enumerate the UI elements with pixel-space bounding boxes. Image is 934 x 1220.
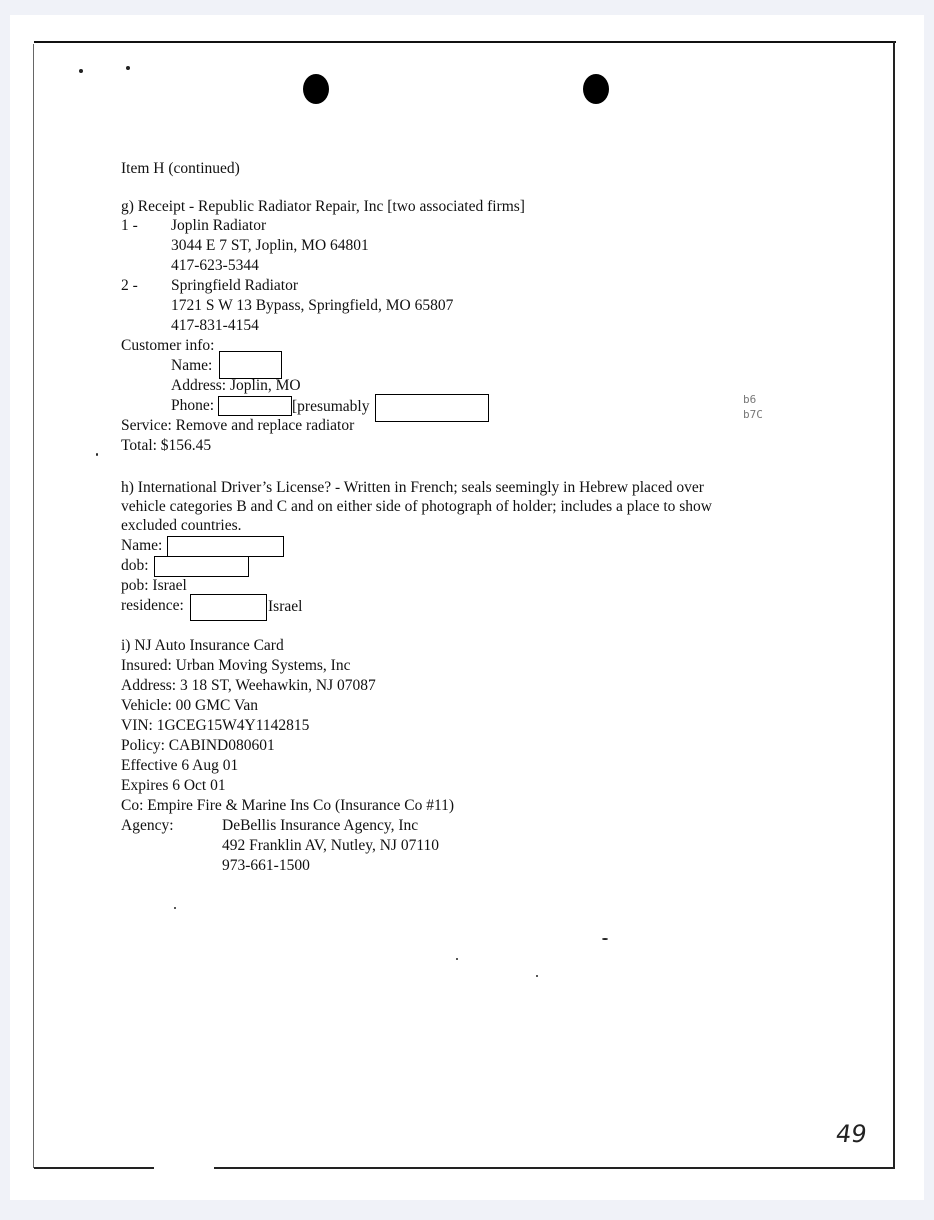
customer-address: Address: Joplin, MO (171, 377, 301, 394)
agency-address: 492 Franklin AV, Nutley, NJ 07110 (222, 837, 440, 854)
firm-1-number: 1 - (121, 217, 138, 234)
redaction-box-residence (190, 594, 267, 621)
redaction-box-presumably (375, 394, 489, 422)
firm-2-name: Springfield Radiator (171, 277, 298, 294)
firm-2-address: 1721 S W 13 Bypass, Springfield, MO 65807 (171, 297, 454, 314)
firm-1-phone: 417-623-5344 (171, 257, 259, 274)
expires-line: Expires 6 Oct 01 (121, 777, 226, 794)
agency-label: Agency: (121, 817, 174, 834)
section-h-line-3: excluded countries. (121, 517, 242, 534)
page-border-bottom (34, 1167, 895, 1169)
license-pob: pob: Israel (121, 577, 187, 594)
company-line: Co: Empire Fire & Marine Ins Co (Insurance Co #11) (121, 797, 455, 814)
effective-line: Effective 6 Aug 01 (121, 757, 239, 774)
total-line: Total: $156.45 (121, 437, 212, 454)
punch-hole-left (303, 74, 329, 104)
page-border-left (33, 44, 34, 1168)
scan-speck (126, 66, 130, 70)
handwritten-page-number: 49 (834, 1120, 869, 1148)
item-header: Item H (continued) (121, 160, 240, 177)
license-residence-label: residence: (121, 597, 184, 614)
scan-speck (602, 938, 608, 940)
firm-2-phone: 417-831-4154 (171, 317, 259, 334)
customer-name-label: Name: (171, 357, 213, 374)
scan-speck (79, 69, 83, 73)
firm-2-number: 2 - (121, 277, 138, 294)
customer-info-label: Customer info: (121, 337, 215, 354)
firm-1-name: Joplin Radiator (171, 217, 267, 234)
scan-speck (456, 958, 458, 960)
firm-1-address: 3044 E 7 ST, Joplin, MO 64801 (171, 237, 369, 254)
redaction-box-customer-phone (218, 396, 292, 416)
agency-name: DeBellis Insurance Agency, Inc (222, 817, 419, 834)
residence-country: Israel (268, 598, 303, 615)
insured-line: Insured: Urban Moving Systems, Inc (121, 657, 351, 674)
scan-speck (174, 907, 176, 909)
license-name-label: Name: (121, 537, 163, 554)
exemption-code-b7c: b7C (743, 408, 763, 421)
license-dob-label: dob: (121, 557, 149, 574)
section-g-heading: g) Receipt - Republic Radiator Repair, Inc [two associated firms] (121, 198, 525, 215)
policy-line: Policy: CABIND080601 (121, 737, 275, 754)
vehicle-line: Vehicle: 00 GMC Van (121, 697, 259, 714)
redaction-box-customer-name (219, 351, 282, 379)
insured-address: Address: 3 18 ST, Weehawkin, NJ 07087 (121, 677, 376, 694)
presumably-note: [presumably (292, 398, 370, 415)
page-border-top (34, 41, 896, 43)
section-h-line-2: vehicle categories B and C and on either side of photograph of holder; includes a place to show (121, 498, 712, 515)
redaction-box-dob (154, 556, 249, 577)
redaction-box-license-name (167, 536, 284, 557)
page-border-right (893, 41, 895, 1169)
section-h-line-1: h) International Driver’s License? - Written in French; seals seemingly in Hebrew placed over (121, 479, 704, 496)
punch-hole-right (583, 74, 609, 104)
customer-phone-label: Phone: (171, 397, 215, 414)
vin-line: VIN: 1GCEG15W4Y1142815 (121, 717, 310, 734)
agency-phone: 973-661-1500 (222, 857, 310, 874)
service-line: Service: Remove and replace radiator (121, 417, 355, 434)
section-i-heading: i) NJ Auto Insurance Card (121, 637, 284, 654)
scan-speck (96, 453, 98, 456)
exemption-code-b6: b6 (743, 393, 757, 406)
scan-speck (536, 975, 538, 977)
